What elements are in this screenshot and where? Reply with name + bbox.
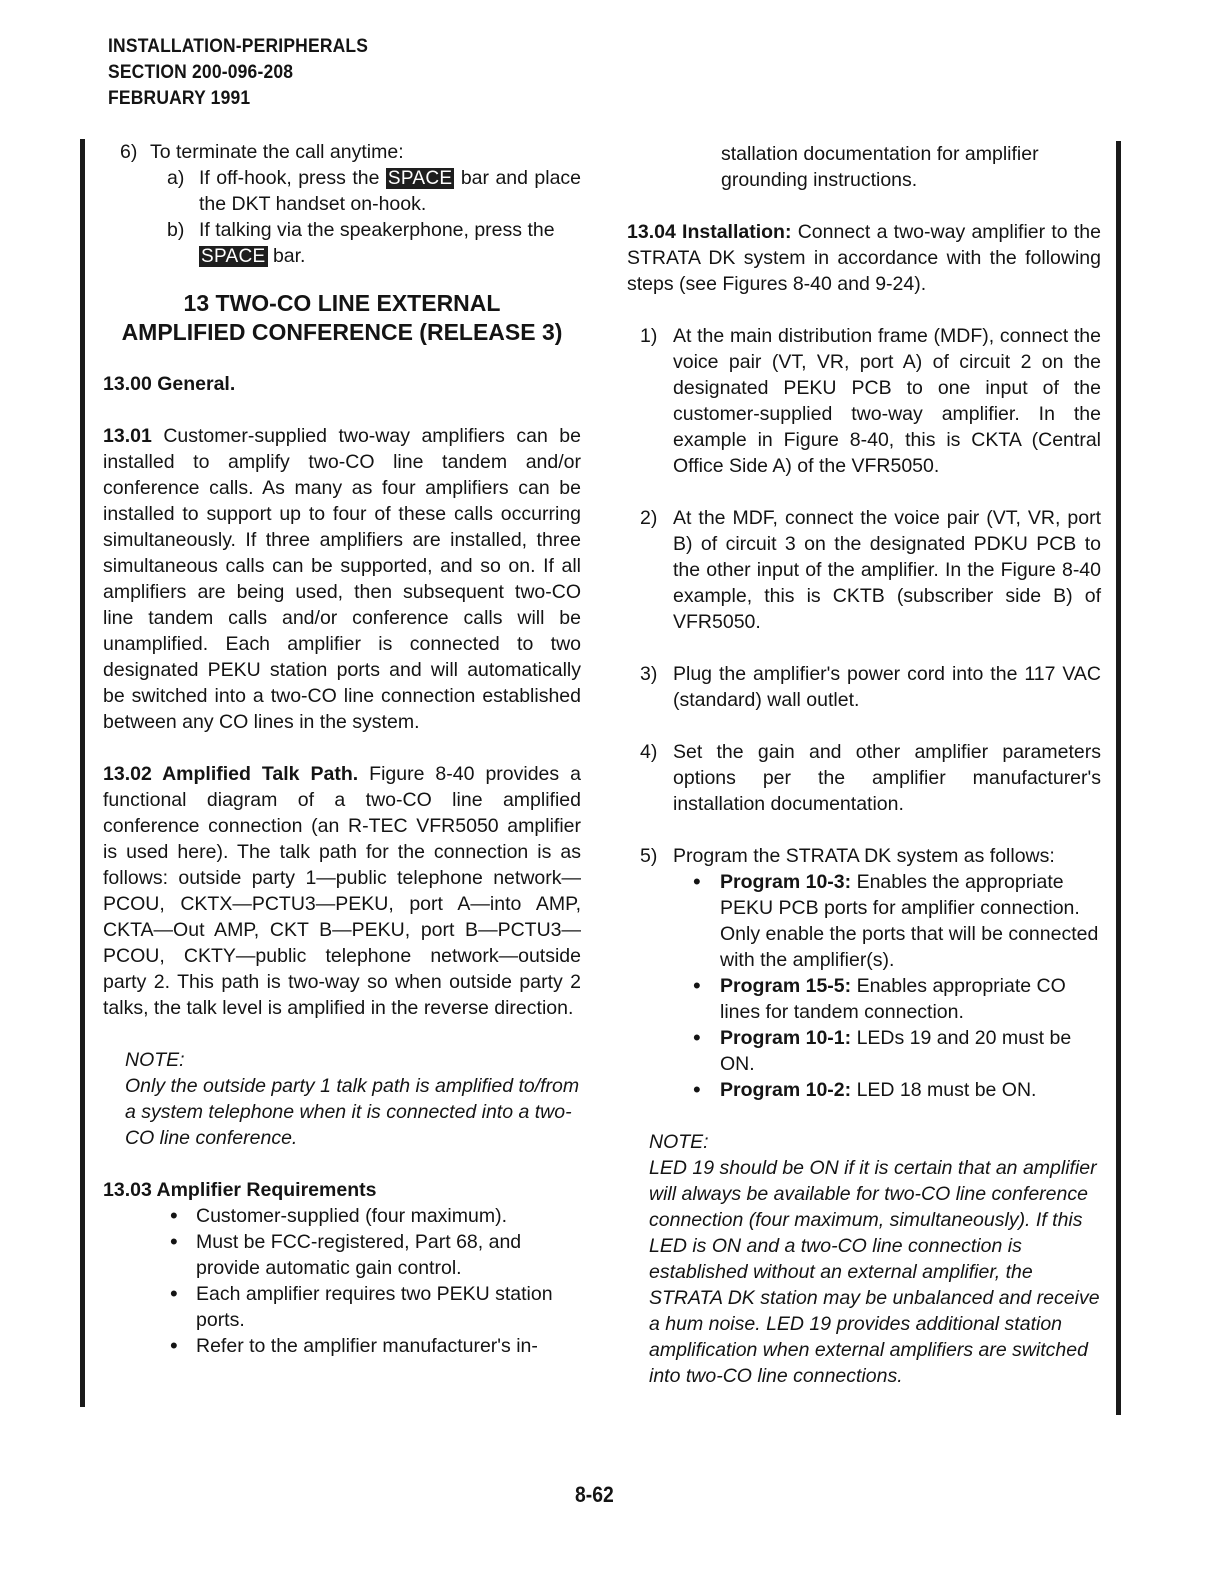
left-column [103, 139, 581, 1359]
list-item: • Refer to the amplifier manufacturer's in- [103, 1333, 581, 1359]
paragraph-13-01: 13.01 Customer-supplied two-way amplifiers can be installed to amplify two-CO line tandem and/or conference calls. As many as four amplifiers can be installed to support up to four of these calls occurring simultaneously. If three amplifiers are installed, three simultaneous calls can be supported, and so on. If all amplifiers are being used, then subsequent two-CO line tandem calls and/or conference calls will be unamplified. Each amplifier is connected to two designated PEKU station ports and will automatically be switched into a two-CO line connection established between any CO lines in the system. [103, 425, 581, 733]
continued-text: stallation documentation for amplifier grounding instructions. [721, 143, 1039, 191]
note-label: NOTE: [125, 1049, 185, 1071]
page-header [108, 34, 368, 112]
install-step: 5) Program the STRATA DK system as follows: [640, 845, 1055, 867]
note-text: Only the outside party 1 talk path is amplified to/from a system telephone when it is connected into a two-CO line conference. [125, 1075, 580, 1149]
step-6-text: To terminate the call anytime: [150, 141, 404, 163]
install-step: 4) Set the gain and other amplifier parameters options per the amplifier manufacturer's installation documentation. [640, 741, 1101, 815]
note-text: LED 19 should be ON if it is certain that an amplifier will always be available for two-CO line conference connection (four maximum, simultaneously). If this LED is ON and a two-CO line connection is established without an external amplifier, the STRATA DK station may be unbalanced and receive a hum noise. LED 19 provides additional station amplification when external amplifiers are switched into two-CO line connections. [649, 1157, 1100, 1387]
list-item: • Customer-supplied (four maximum). [103, 1203, 581, 1229]
paragraph-13-04: 13.04 Installation: Connect a two-way amplifier to the STRATA DK system in accordance with the following steps (see Figures 8-40 and 9-24). [627, 221, 1101, 295]
header-line-2: SECTION 200-096-208 [108, 62, 294, 83]
page-number: 8-62 [575, 1482, 614, 1507]
section-title: 13 TWO-CO LINE EXTERNAL AMPLIFIED CONFERENCE (RELEASE 3) [121, 290, 563, 345]
change-bar-right [1116, 141, 1121, 1415]
install-step: 2) At the MDF, connect the voice pair (VT, VR, port B) of circuit 3 on the designated PDKU PCB to the other input of the amplifier. In the Figure 8-40 example, this is CKTB (subscriber side B) of VFR5050. [640, 507, 1101, 633]
program-list [627, 869, 1101, 1103]
note-label: NOTE: [649, 1131, 709, 1153]
list-item: • Program 15-5: Enables appropriate CO lines for tandem connection. [627, 973, 1101, 1025]
header-line-3: FEBRUARY 1991 [108, 88, 251, 109]
step-6b: b) If talking via the speakerphone, press the SPACE bar. [167, 219, 555, 267]
requirements-list [103, 1203, 581, 1359]
install-step: 1) At the main distribution frame (MDF), connect the voice pair (VT, VR, port A) of circuit 2 on the designated PEKU PCB to one input of the customer-supplied two-way amplifier. In the example in Figure 8-40, this is CKTA (Central Office Side A) of the VFR5050. [640, 325, 1101, 477]
list-item: • Program 10-2: LED 18 must be ON. [627, 1077, 1101, 1103]
paragraph-13-02: 13.02 Amplified Talk Path. Figure 8-40 provides a functional diagram of a two-CO line amplified conference connection (an R-TEC VFR5050 amplifier is used here). The talk path for the connection is as follows: outside party 1—public telephone network—PCOU, CKTX—PCTU3—PEKU, port A—into AMP, CKTA—Out AMP, CKT B—PEKU, port B—PCTU3—PCOU, CKTY—public telephone network—outside party 2. This path is two-way so when outside party 2 talks, the talk level is amplified in the reverse direction. [103, 763, 581, 1019]
general-heading: 13.00 General. [103, 373, 236, 395]
step-6a: a) If off-hook, press the SPACE bar and place the DKT handset on-hook. [167, 167, 582, 215]
list-item: • Each amplifier requires two PEKU station ports. [103, 1281, 581, 1333]
space-key-label: SPACE [201, 246, 266, 267]
header-line-1: INSTALLATION-PERIPHERALS [108, 36, 369, 57]
install-step: 3) Plug the amplifier's power cord into the 117 VAC (standard) wall outlet. [640, 663, 1101, 711]
list-item: • Program 10-1: LEDs 19 and 20 must be ON. [627, 1025, 1101, 1077]
list-item: • Program 10-3: Enables the appropriate PEKU PCB ports for amplifier connection. Only enable the ports that will be connected with the amplifier(s). [627, 869, 1101, 973]
change-bar-left [80, 139, 85, 1407]
heading-13-03: 13.03 Amplifier Requirements [103, 1179, 377, 1201]
list-item: • Must be FCC-registered, Part 68, and provide automatic gain control. [103, 1229, 581, 1281]
right-column [627, 141, 1101, 1389]
space-key-label: SPACE [387, 168, 453, 189]
step-6: 6) To terminate the call anytime: [120, 141, 404, 163]
